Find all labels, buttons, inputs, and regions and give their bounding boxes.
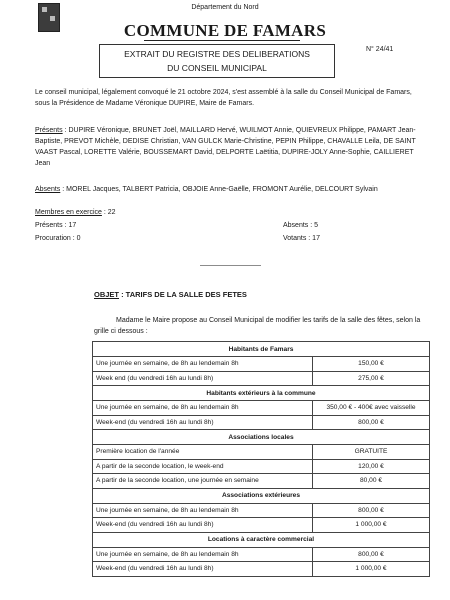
row-price: 1 000,00 € (313, 562, 430, 577)
table-row (93, 445, 430, 460)
row-label: A partir de la seconde location, une journée en semaine (93, 474, 313, 489)
procuration-count: Procuration : 0 (35, 235, 81, 242)
absents-list: : MOREL Jacques, TALBERT Patricia, OBJOIE Anne-Gaëlle, FROMONT Aurélie, DELCOURT Sylvain (60, 186, 378, 193)
commune-title: COMMUNE DE FAMARS (123, 21, 327, 40)
row-price: 150,00 € (313, 357, 430, 372)
table-row (93, 357, 430, 372)
objet-label: OBJET (94, 290, 120, 299)
votants-count: Votants : 17 (283, 235, 320, 242)
section-title: Locations à caractère commercial (93, 532, 430, 547)
objet-line (94, 290, 247, 299)
table-row (93, 562, 430, 577)
department-label: Département du Nord (191, 4, 259, 11)
title-underline (144, 40, 300, 41)
row-label: Une journée en semaine, de 8h au lendemain 8h (93, 503, 313, 518)
presents-count: Présents : 17 (35, 222, 77, 229)
extract-line2: DU CONSEIL MUNICIPAL (167, 63, 267, 73)
intro-paragraph: Le conseil municipal, légalement convoqué le 21 octobre 2024, s'est assemblé à la salle du Conseil Municipal de Famars, sous la Présidence de Madame Véronique DUPIRE, Maire de Famars. (35, 89, 412, 107)
extract-box (99, 44, 335, 78)
row-label: Une journée en semaine, de 8h au lendemain 8h (93, 357, 313, 372)
row-label: Week end (du vendredi 16h au lundi 8h) (93, 371, 313, 386)
section-title: Habitants de Famars (93, 342, 430, 357)
table-section-header (93, 386, 430, 401)
table-row (93, 415, 430, 430)
table-row (93, 459, 430, 474)
deliberation-number: N° 24/41 (366, 46, 394, 53)
membres-value: : 22 (101, 209, 116, 216)
row-price: 80,00 € (313, 474, 430, 489)
row-label: Première location de l'année (93, 445, 313, 460)
objet-title: : TARIFS DE LA SALLE DES FETES (119, 290, 247, 299)
tariff-table (92, 341, 430, 577)
row-label: A partir de la seconde location, le week-end (93, 459, 313, 474)
table-row (93, 371, 430, 386)
presents-list: : DUPIRE Véronique, BRUNET Joël, MAILLARD Hervé, WUILMOT Annie, QUIEVREUX Philippe, PAMART Jean-Baptiste, PREVOT Michèle, DEDISE Christian, VAN GULCK Marie-Christine, PEPIN Philippe, CHAVALLE Leila, DE SAINT VAAST Pascal, LORETTE Valérie, BOUSSEMART David, DELPORTE Laëtitia, DUPIRE-JOLY Anne-Sophie, CAILLIERET Jean (35, 127, 416, 167)
membres-line (35, 207, 420, 218)
row-label: Week-end (du vendredi 16h au lundi 8h) (93, 562, 313, 577)
row-label: Week-end (du vendredi 16h au lundi 8h) (93, 415, 313, 430)
absents-paragraph (35, 184, 420, 195)
row-label: Week-end (du vendredi 16h au lundi 8h) (93, 518, 313, 533)
table-row (93, 474, 430, 489)
section-separator: —————————— (200, 262, 260, 269)
row-price: 800,00 € (313, 547, 430, 562)
table-row (93, 401, 430, 416)
row-price: 800,00 € (313, 503, 430, 518)
absents-count: Absents : 5 (283, 222, 319, 229)
table-row (93, 503, 430, 518)
table-section-header (93, 430, 430, 445)
row-price: 120,00 € (313, 459, 430, 474)
table-row (93, 518, 430, 533)
table-row (93, 547, 430, 562)
row-label: Une journée en semaine, de 8h au lendemain 8h (93, 547, 313, 562)
row-price: 275,00 € (313, 371, 430, 386)
table-section-header (93, 532, 430, 547)
extract-line1: EXTRAIT DU REGISTRE DES DELIBERATIONS (124, 49, 310, 59)
row-price: GRATUITE (313, 445, 430, 460)
section-title: Associations extérieures (93, 488, 430, 503)
presents-label: Présents (35, 127, 63, 134)
absents-label: Absents (35, 186, 61, 193)
proposal-paragraph: Madame le Maire propose au Conseil Municipal de modifier les tarifs de la salle des fêtes, selon la grille ci dessous : (94, 317, 421, 335)
row-label: Une journée en semaine, de 8h au lendemain 8h (93, 401, 313, 416)
section-title: Associations locales (93, 430, 430, 445)
row-price: 800,00 € (313, 415, 430, 430)
row-price: 1 000,00 € (313, 518, 430, 533)
table-section-header (93, 342, 430, 357)
presents-paragraph (35, 125, 420, 169)
membres-label: Membres en exercice (35, 209, 102, 216)
row-price: 350,00 € - 400€ avec vaisselle (313, 401, 430, 416)
section-title: Habitants extérieurs à la commune (93, 386, 430, 401)
table-section-header (93, 488, 430, 503)
